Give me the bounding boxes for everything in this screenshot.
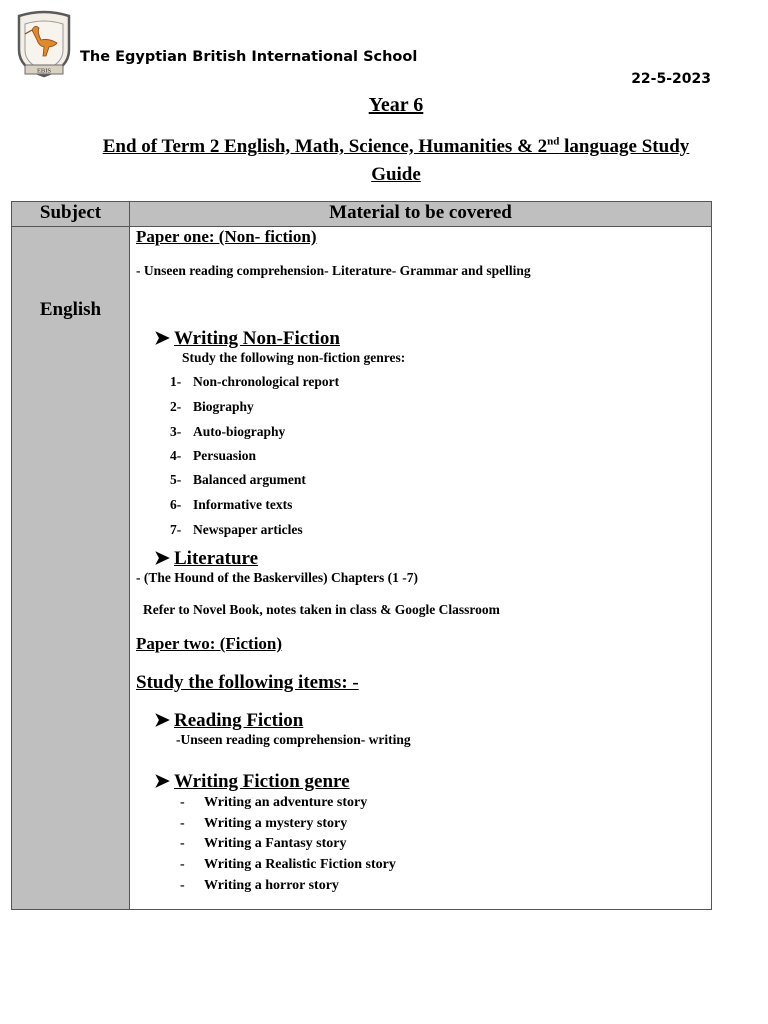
paper-one-description: - Unseen reading comprehension- Literature- Grammar and spelling bbox=[136, 263, 531, 278]
list-item: 3- Auto-biography bbox=[170, 424, 286, 439]
arrow-bullet-icon: ➤ bbox=[154, 710, 170, 731]
list-item: 4- Persuasion bbox=[170, 448, 257, 463]
col-subject-header: Subject bbox=[12, 202, 130, 227]
arrow-bullet-icon: ➤ bbox=[154, 771, 170, 792]
list-item: - Writing a horror story bbox=[180, 878, 339, 893]
material-cell bbox=[130, 227, 712, 910]
study-guide-table bbox=[11, 201, 712, 910]
paper-two-heading: Paper two: (Fiction) bbox=[136, 634, 283, 653]
arrow-bullet-icon: ➤ bbox=[154, 328, 170, 349]
table-row bbox=[12, 227, 712, 910]
paper-one-heading: Paper one: (Non- fiction) bbox=[136, 227, 317, 246]
reading-fiction-heading: ➤ Reading Fiction bbox=[154, 710, 304, 731]
writing-nonfiction-heading: ➤ Writing Non-Fiction bbox=[154, 328, 340, 349]
subject-cell bbox=[12, 227, 130, 910]
literature-description: - (The Hound of the Baskervilles) Chapters (1 -7) bbox=[136, 570, 418, 585]
logo-text: EBIS bbox=[36, 67, 52, 75]
list-item: - Writing a Fantasy story bbox=[180, 836, 347, 851]
literature-heading: ➤ Literature bbox=[154, 548, 259, 569]
col-material-header: Material to be covered bbox=[130, 202, 712, 227]
table-header-row bbox=[12, 202, 712, 227]
list-item: 6- Informative texts bbox=[170, 497, 293, 512]
year-heading: Year 6 bbox=[368, 94, 424, 116]
list-item: 5- Balanced argument bbox=[170, 472, 306, 487]
list-item: - Writing a mystery story bbox=[180, 816, 348, 831]
writing-fiction-heading: ➤ Writing Fiction genre bbox=[154, 771, 350, 792]
title-line2: Guide bbox=[371, 164, 421, 185]
title-sup: nd bbox=[547, 135, 560, 148]
title-part1: End of Term 2 English, Math, Science, Humanities & 2 bbox=[102, 136, 548, 157]
list-item: 2- Biography bbox=[170, 399, 254, 414]
school-logo bbox=[15, 10, 73, 78]
list-item: 7- Newspaper articles bbox=[170, 522, 303, 537]
list-item: - Writing an adventure story bbox=[180, 795, 368, 810]
nonfiction-subheading: Study the following non-fiction genres: bbox=[182, 350, 406, 365]
school-name: The Egyptian British International School bbox=[80, 49, 418, 65]
list-item: 1- Non-chronological report bbox=[170, 374, 340, 389]
subject-name: English bbox=[39, 299, 102, 320]
document-date: 22-5-2023 bbox=[631, 71, 711, 87]
list-item: - Writing a Realistic Fiction story bbox=[180, 857, 396, 872]
title-part2: language Study bbox=[559, 136, 690, 157]
refer-note: Refer to Novel Book, notes taken in class & Google Classroom bbox=[143, 602, 500, 617]
arrow-bullet-icon: ➤ bbox=[154, 548, 170, 569]
reading-fiction-description: -Unseen reading comprehension- writing bbox=[176, 732, 411, 747]
page-title bbox=[0, 133, 768, 189]
study-items-heading: Study the following items: - bbox=[136, 672, 359, 693]
